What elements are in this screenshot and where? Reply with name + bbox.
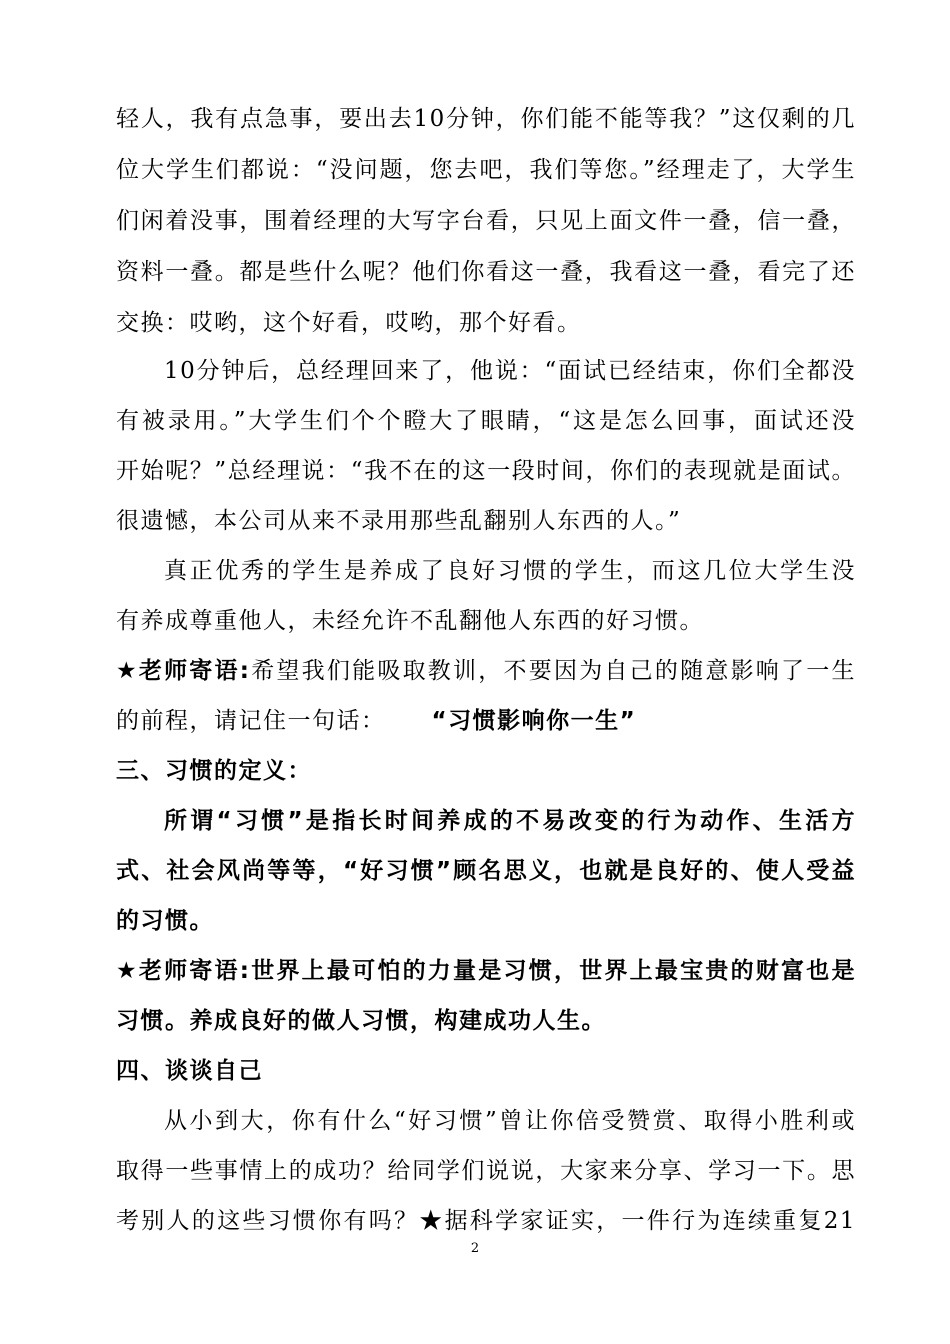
paragraph-line: 10分钟后，总经理回来了，他说：“面试已经结束，你们全都没 (164, 358, 856, 384)
paragraph-line: 资料一叠。都是些什么呢？他们你看这一叠，我看这一叠，看完了还 (116, 259, 856, 285)
paragraph-line: 从小到大，你有什么“好习惯”曾让你倍受赞赏、取得小胜利或 (164, 1108, 856, 1134)
paragraph-line: 考别人的这些习惯你有吗？★据科学家证实，一件行为连续重复21 (116, 1208, 856, 1234)
paragraph-line: 有被录用。”大学生们个个瞪大了眼睛，“这是怎么回事，面试还没 (116, 408, 856, 434)
paragraph-line: 交换：哎哟，这个好看，哎哟，那个好看。 (116, 310, 582, 336)
teacher-message-text: 希望我们能吸取教训，不要因为自己的随意影响了一生 (250, 658, 856, 684)
definition-line: 的习惯。 (116, 908, 214, 934)
paragraph-line: 很遗憾，本公司从来不录用那些乱翻别人东西的人。” (116, 508, 682, 534)
paragraph-text: 的前程，请记住一句话： (116, 708, 386, 734)
motto-quote: “习惯影响你一生” (431, 708, 637, 734)
teacher-message-bold-line: ★老师寄语:世界上最可怕的力量是习惯，世界上最宝贵的财富也是 (116, 958, 856, 984)
paragraph-line: 有养成尊重他人，未经允许不乱翻他人东西的好习惯。 (116, 608, 704, 634)
page-number: 2 (470, 1241, 480, 1256)
paragraph-line: 们闲着没事，围着经理的大写字台看，只见上面文件一叠，信一叠， (116, 208, 856, 234)
section-heading-4: 四、谈谈自己 (116, 1058, 263, 1084)
paragraph-line: 取得一些事情上的成功？给同学们说说，大家来分享、学习一下。思 (116, 1158, 856, 1184)
paragraph-line: 轻人，我有点急事，要出去10分钟，你们能不能等我？”这仅剩的几 (116, 106, 856, 132)
paragraph-line (116, 706, 856, 736)
section-heading-3: 三、习惯的定义： (116, 758, 312, 784)
teacher-message-line (116, 656, 856, 686)
paragraph-line: 开始呢？”总经理说：“我不在的这一段时间，你们的表现就是面试。 (116, 458, 856, 484)
paragraph-line: 真正优秀的学生是养成了良好习惯的学生，而这几位大学生没 (164, 558, 856, 584)
definition-line: 式、社会风尚等等，“好习惯”顾名思义，也就是良好的、使人受益 (116, 858, 856, 884)
paragraph-line: 位大学生们都说：“没问题，您去吧，我们等您。”经理走了，大学生 (116, 157, 856, 183)
teacher-message-bold-line: 习惯。养成良好的做人习惯，构建成功人生。 (116, 1008, 606, 1034)
teacher-message-label: ★老师寄语: (116, 658, 251, 684)
definition-line: 所谓“习惯”是指长时间养成的不易改变的行为动作、生活方 (164, 808, 856, 834)
